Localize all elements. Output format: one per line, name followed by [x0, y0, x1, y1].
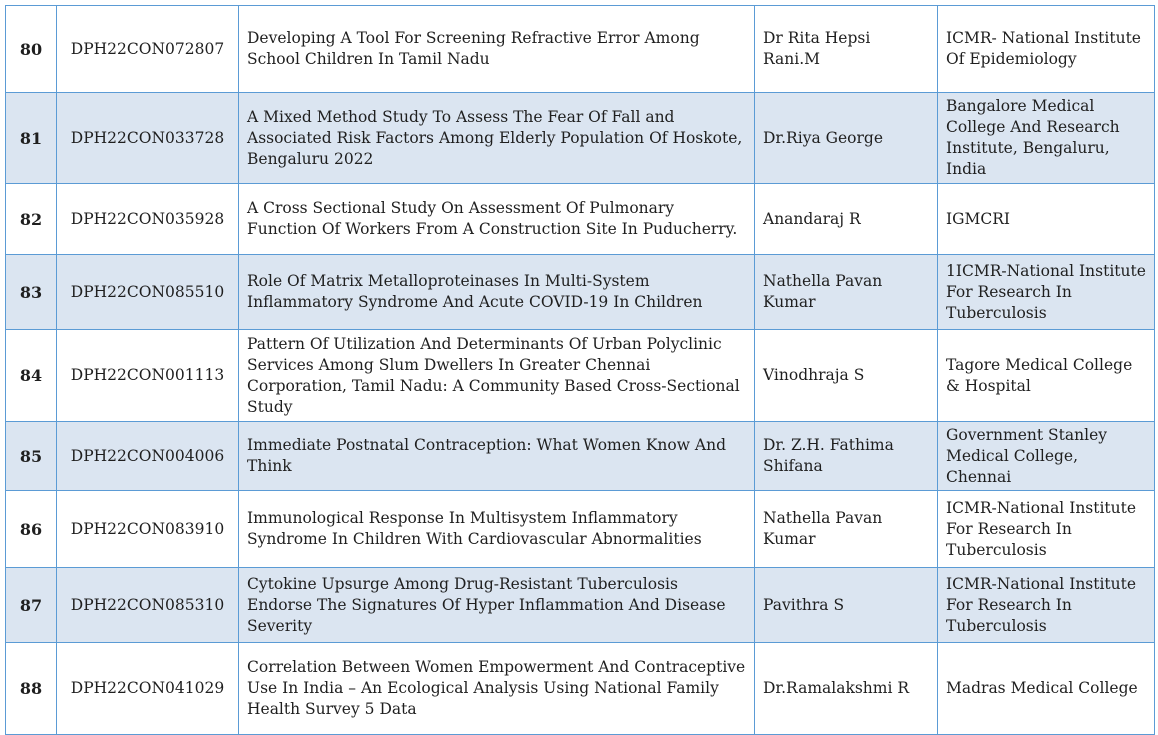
institution-name: Government Stanley Medical College, Chennai — [938, 422, 1155, 491]
table-row — [6, 422, 1155, 491]
author-name: Anandaraj R — [755, 184, 938, 255]
abstract-title: A Cross Sectional Study On Assessment Of Pulmonary Function Of Workers From A Construction Site In Puducherry. — [239, 184, 755, 255]
serial-number: 87 — [6, 568, 57, 643]
table-row — [6, 330, 1155, 422]
institution-name: ICMR-National Institute For Research In Tuberculosis — [938, 568, 1155, 643]
abstract-table — [5, 5, 1155, 735]
abstract-title: Pattern Of Utilization And Determinants Of Urban Polyclinic Services Among Slum Dwellers In Greater Chennai Corporation, Tamil Nadu: A Community Based Cross-Sectional Study — [239, 330, 755, 422]
serial-number: 85 — [6, 422, 57, 491]
serial-number: 88 — [6, 643, 57, 735]
abstract-title: Cytokine Upsurge Among Drug-Resistant Tuberculosis Endorse The Signatures Of Hyper Inflammation And Disease Severity — [239, 568, 755, 643]
serial-number: 86 — [6, 491, 57, 568]
institution-name: ICMR- National Institute Of Epidemiology — [938, 6, 1155, 93]
author-name: Pavithra S — [755, 568, 938, 643]
abstract-title: Immunological Response In Multisystem Inflammatory Syndrome In Children With Cardiovascular Abnormalities — [239, 491, 755, 568]
author-name: Vinodhraja S — [755, 330, 938, 422]
abstract-id: DPH22CON033728 — [57, 93, 239, 184]
author-name: Dr. Z.H. Fathima Shifana — [755, 422, 938, 491]
serial-number: 81 — [6, 93, 57, 184]
abstract-id: DPH22CON035928 — [57, 184, 239, 255]
table-row — [6, 184, 1155, 255]
institution-name: ICMR-National Institute For Research In Tuberculosis — [938, 491, 1155, 568]
abstract-title: Role Of Matrix Metalloproteinases In Multi-System Inflammatory Syndrome And Acute COVID-19 In Children — [239, 255, 755, 330]
institution-name: IGMCRI — [938, 184, 1155, 255]
institution-name: Bangalore Medical College And Research Institute, Bengaluru, India — [938, 93, 1155, 184]
abstract-title: Correlation Between Women Empowerment And Contraceptive Use In India – An Ecological Analysis Using National Family Health Survey 5 Data — [239, 643, 755, 735]
table-row — [6, 93, 1155, 184]
abstract-title: A Mixed Method Study To Assess The Fear Of Fall and Associated Risk Factors Among Elderly Population Of Hoskote, Bengaluru 2022 — [239, 93, 755, 184]
serial-number: 84 — [6, 330, 57, 422]
author-name: Dr.Ramalakshmi R — [755, 643, 938, 735]
table-row — [6, 6, 1155, 93]
abstract-id: DPH22CON001113 — [57, 330, 239, 422]
abstract-id: DPH22CON085510 — [57, 255, 239, 330]
table-row — [6, 255, 1155, 330]
author-name: Dr.Riya George — [755, 93, 938, 184]
abstract-id: DPH22CON004006 — [57, 422, 239, 491]
abstract-id: DPH22CON085310 — [57, 568, 239, 643]
author-name: Dr Rita Hepsi Rani.M — [755, 6, 938, 93]
table-row — [6, 491, 1155, 568]
author-name: Nathella Pavan Kumar — [755, 491, 938, 568]
institution-name: Tagore Medical College & Hospital — [938, 330, 1155, 422]
table-row — [6, 568, 1155, 643]
author-name: Nathella Pavan Kumar — [755, 255, 938, 330]
abstract-title: Immediate Postnatal Contraception: What Women Know And Think — [239, 422, 755, 491]
abstract-id: DPH22CON041029 — [57, 643, 239, 735]
serial-number: 80 — [6, 6, 57, 93]
table-row — [6, 643, 1155, 735]
serial-number: 83 — [6, 255, 57, 330]
institution-name: 1ICMR-National Institute For Research In Tuberculosis — [938, 255, 1155, 330]
abstract-title: Developing A Tool For Screening Refractive Error Among School Children In Tamil Nadu — [239, 6, 755, 93]
serial-number: 82 — [6, 184, 57, 255]
abstract-id: DPH22CON083910 — [57, 491, 239, 568]
abstract-id: DPH22CON072807 — [57, 6, 239, 93]
institution-name: Madras Medical College — [938, 643, 1155, 735]
